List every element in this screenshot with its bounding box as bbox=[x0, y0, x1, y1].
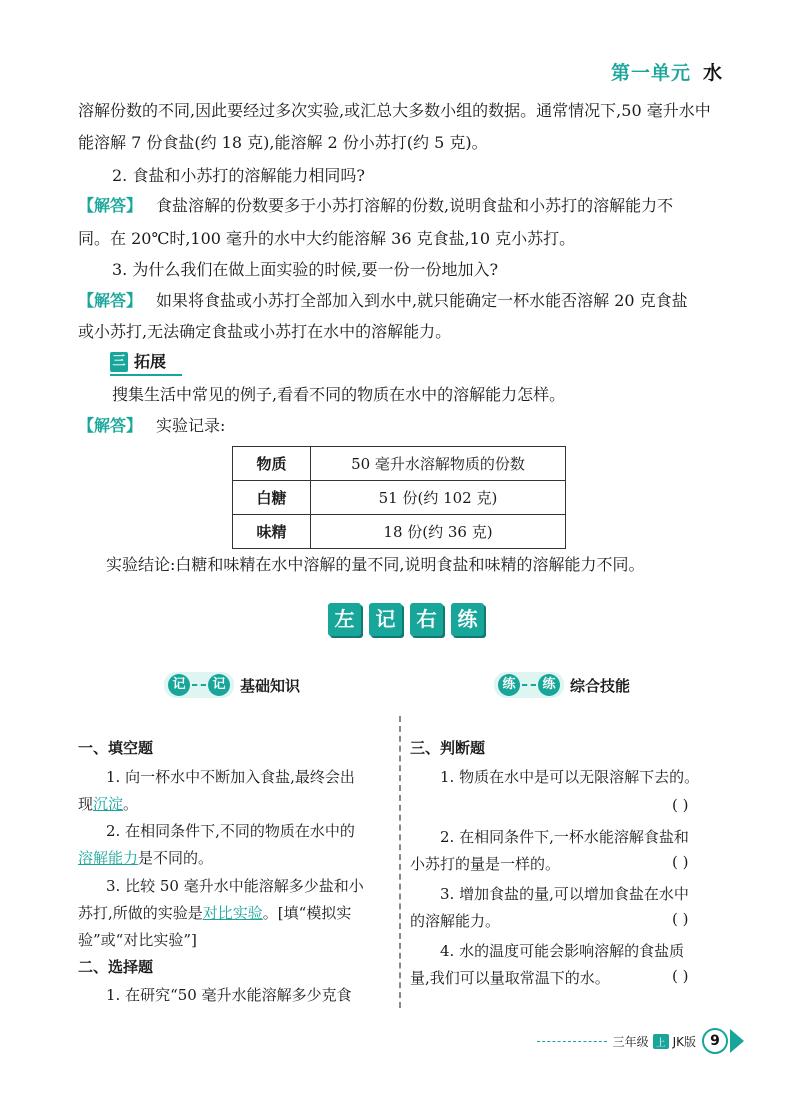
extension-prompt: 搜集生活中常见的例子,看看不同的物质在水中的溶解能力怎样。 bbox=[112, 385, 566, 404]
tf-q4-line1: 4. 水的温度可能会影响溶解的食盐质 bbox=[440, 942, 685, 960]
tf-q3-line1: 3. 增加食盐的量,可以增加食盐在水中 bbox=[440, 885, 689, 903]
unit-title: 第一单元 bbox=[610, 62, 691, 84]
banner-char: 左 bbox=[328, 603, 361, 636]
answer-parentheses: ( ) bbox=[672, 967, 689, 985]
experiment-table bbox=[232, 446, 566, 549]
page-number: 9 bbox=[702, 1028, 728, 1054]
answer-text: 如果将食盐或小苏打全部加入到水中,就只能确定一杯水能否溶解 20 克食盐 bbox=[156, 291, 688, 310]
answer-3-line-2: 或小苏打,无法确定食盐或小苏打在水中的溶解能力。 bbox=[78, 322, 452, 341]
section-banner bbox=[328, 603, 484, 636]
text: 是不同的。 bbox=[138, 849, 214, 867]
table-row bbox=[233, 481, 566, 515]
extension-badge: 三 bbox=[110, 352, 128, 372]
unit-header bbox=[611, 58, 722, 85]
left-subheading bbox=[164, 672, 300, 698]
experiment-conclusion: 实验结论:白糖和味精在水中溶解的量不同,说明食盐和味精的溶解能力不同。 bbox=[106, 555, 645, 574]
right-subheading bbox=[494, 672, 630, 698]
subheading-pill bbox=[164, 672, 234, 698]
paragraph-line: 溶解份数的不同,因此要经过多次实验,或汇总大多数小组的数据。通常情况下,50 毫升水中 bbox=[78, 101, 711, 120]
answer-tag: 【解答】 bbox=[78, 416, 143, 435]
table-cell: 51 份(约 102 克) bbox=[311, 481, 566, 515]
footer-dash bbox=[537, 1041, 607, 1042]
text: 现 bbox=[78, 795, 94, 813]
question-3: 3. 为什么我们在做上面实验的时候,要一份一份地加入? bbox=[112, 260, 499, 279]
text: 。 bbox=[123, 795, 139, 813]
page-footer bbox=[537, 1028, 744, 1054]
pill-dash bbox=[192, 684, 206, 686]
text: 苏打,所做的实验是 bbox=[78, 904, 203, 922]
answer-2-line-2: 同。在 20℃时,100 毫升的水中大约能溶解 36 克食盐,10 克小苏打。 bbox=[78, 229, 576, 248]
tf-q3-line2: 的溶解能力。 bbox=[410, 912, 501, 930]
answer-parentheses: ( ) bbox=[672, 853, 689, 871]
banner-char: 练 bbox=[451, 603, 484, 636]
pill-char: 记 bbox=[168, 674, 190, 696]
answer-parentheses: ( ) bbox=[672, 910, 689, 928]
answer-tag: 【解答】 bbox=[78, 196, 143, 215]
tf-q2-line2: 小苏打的量是一样的。 bbox=[410, 855, 561, 873]
pill-char: 练 bbox=[538, 674, 560, 696]
fill-q2-line2 bbox=[78, 847, 213, 869]
table-cell: 白糖 bbox=[233, 481, 311, 515]
table-cell: 味精 bbox=[233, 515, 311, 549]
answer-blank: 对比实验 bbox=[202, 904, 263, 922]
tf-q4-line2: 量,我们可以量取常温下的水。 bbox=[410, 969, 610, 987]
pill-dash bbox=[522, 684, 536, 686]
answer-tag: 【解答】 bbox=[78, 291, 143, 310]
answer-3-line-1 bbox=[78, 289, 688, 313]
answer-text: 食盐溶解的份数要多于小苏打溶解的份数,说明食盐和小苏打的溶解能力不 bbox=[156, 196, 674, 215]
section-fill-blank: 一、填空题 bbox=[78, 739, 154, 757]
choice-q1-line1: 1. 在研究“50 毫升水能溶解多少克食 bbox=[106, 986, 352, 1004]
extension-label: 拓展 bbox=[134, 352, 167, 371]
fill-q2-line1: 2. 在相同条件下,不同的物质在水中的 bbox=[106, 822, 355, 840]
banner-char: 右 bbox=[410, 603, 443, 636]
text: 。[填“模拟实 bbox=[262, 904, 352, 922]
question-2: 2. 食盐和小苏打的溶解能力相同吗? bbox=[112, 166, 365, 185]
section-true-false: 三、判断题 bbox=[410, 739, 486, 757]
fill-q3-line2 bbox=[78, 902, 351, 924]
subheading-text: 基础知识 bbox=[240, 676, 301, 695]
subheading-text: 综合技能 bbox=[570, 676, 631, 695]
table-cell: 18 份(约 36 克) bbox=[311, 515, 566, 549]
answer-blank: 沉淀 bbox=[93, 795, 124, 813]
pill-char: 练 bbox=[498, 674, 520, 696]
answer-2-line-1 bbox=[78, 194, 673, 218]
table-header-cell: 物质 bbox=[233, 447, 311, 481]
fill-q3-line3: 验”或“对比实验”] bbox=[78, 931, 197, 949]
footer-edition: JK版 bbox=[672, 1034, 696, 1049]
tf-q1: 1. 物质在水中是可以无限溶解下去的。 bbox=[440, 768, 700, 786]
extension-underline bbox=[110, 374, 182, 376]
column-divider bbox=[399, 716, 401, 1008]
table-row bbox=[233, 515, 566, 549]
fill-q1-line1: 1. 向一杯水中不断加入食盐,最终会出 bbox=[106, 768, 355, 786]
footer-term: 上 bbox=[653, 1034, 669, 1049]
extension-answer bbox=[78, 414, 225, 438]
table-row bbox=[233, 447, 566, 481]
fill-q3-line1: 3. 比较 50 毫升水中能溶解多少盐和小 bbox=[106, 877, 364, 895]
subheading-pill bbox=[494, 672, 564, 698]
answer-parentheses: ( ) bbox=[672, 796, 689, 814]
section-choice: 二、选择题 bbox=[78, 958, 154, 976]
tf-q2-line1: 2. 在相同条件下,一杯水能溶解食盐和 bbox=[440, 828, 689, 846]
table-header-cell: 50 毫升水溶解物质的份数 bbox=[311, 447, 566, 481]
answer-text: 实验记录: bbox=[156, 416, 226, 435]
banner-char: 记 bbox=[369, 603, 402, 636]
arrow-right-icon bbox=[730, 1029, 744, 1053]
unit-topic: 水 bbox=[702, 62, 722, 84]
footer-grade: 三年级 bbox=[612, 1034, 649, 1049]
answer-blank: 溶解能力 bbox=[78, 849, 139, 867]
fill-q1-line2 bbox=[78, 793, 138, 815]
pill-char: 记 bbox=[208, 674, 230, 696]
paragraph-line: 能溶解 7 份食盐(约 18 克),能溶解 2 份小苏打(约 5 克)。 bbox=[78, 133, 488, 152]
